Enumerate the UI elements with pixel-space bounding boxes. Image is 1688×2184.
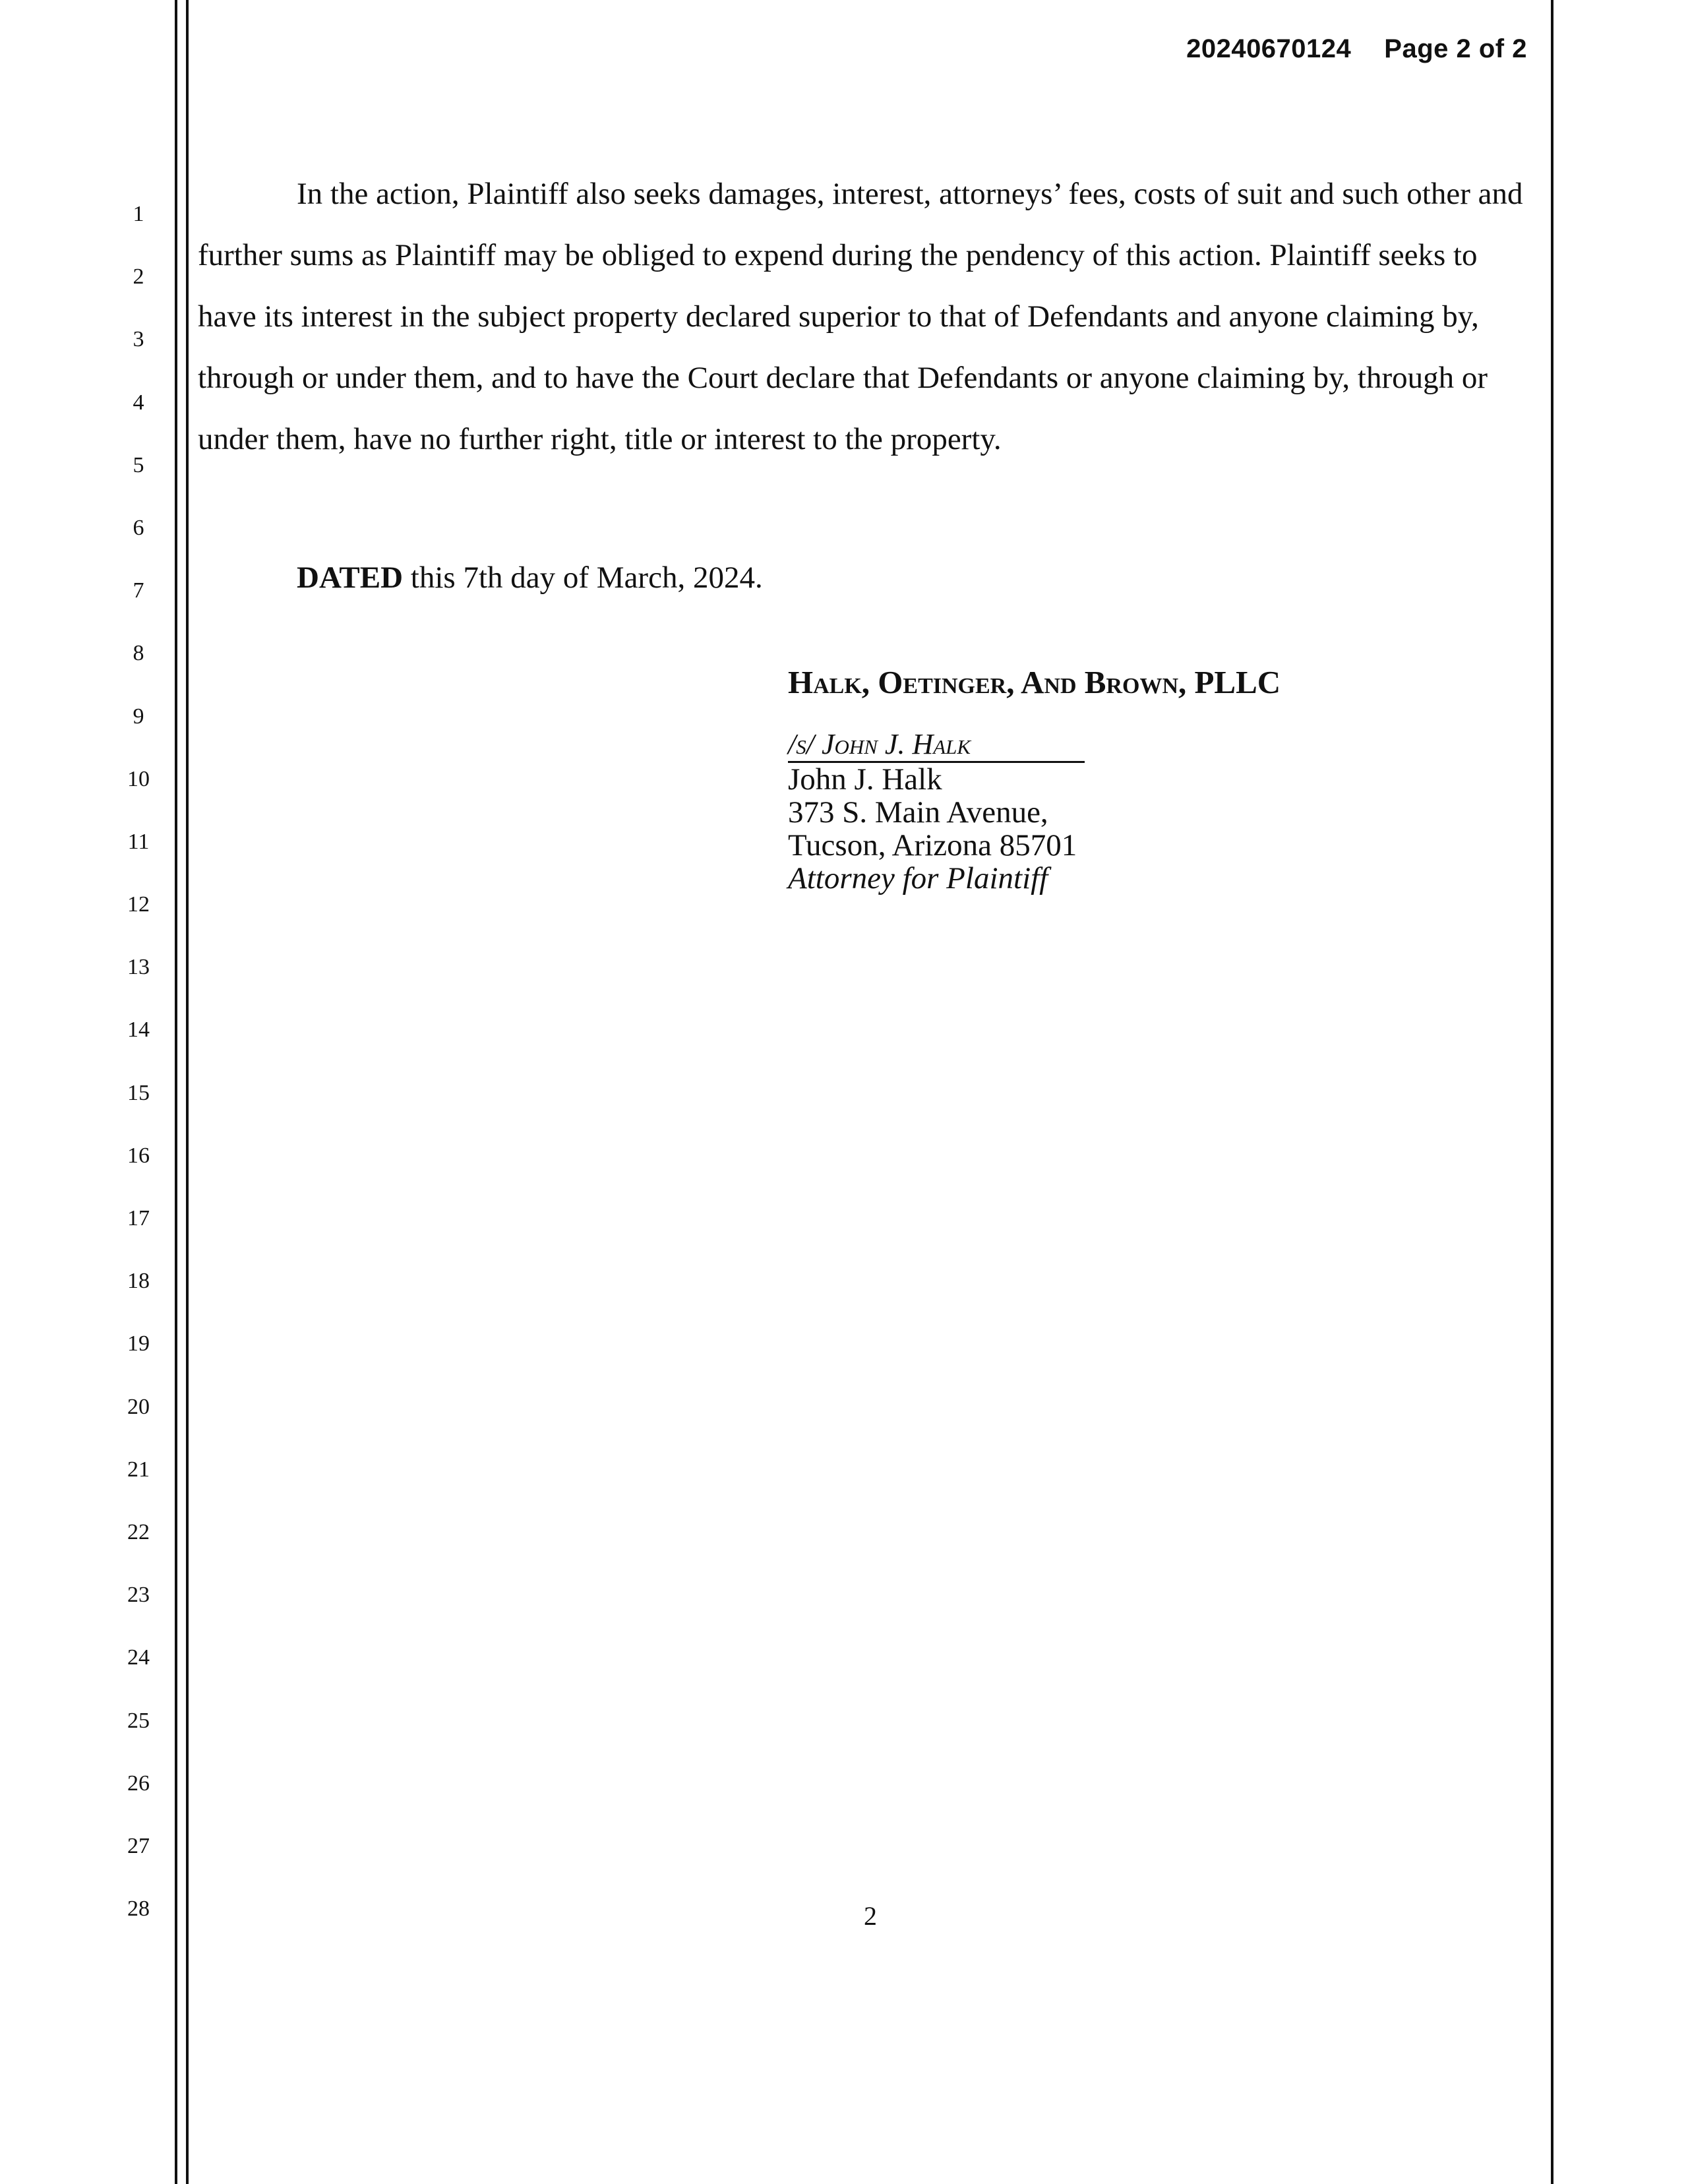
- line-number: 22: [127, 1519, 150, 1544]
- signature-block: [788, 727, 1085, 895]
- line-number: 24: [127, 1645, 150, 1670]
- body-text: [198, 164, 1536, 470]
- line-number: 9: [133, 704, 144, 729]
- line-number: 8: [133, 641, 144, 666]
- line-number: 16: [127, 1143, 150, 1168]
- page-header: [1186, 34, 1527, 64]
- line-number: 1: [133, 202, 144, 226]
- attorney-role: Attorney for Plaintiff: [788, 861, 1048, 895]
- left-margin-rule-outer: [175, 0, 177, 2184]
- address-line-2: Tucson, Arizona 85701: [788, 828, 1077, 863]
- signature-line: /s/ John J. Halk: [788, 728, 1085, 763]
- line-number: 13: [127, 955, 150, 980]
- line-number: 18: [127, 1269, 150, 1294]
- line-number: 3: [133, 327, 144, 352]
- line-number: 14: [127, 1017, 150, 1043]
- dated-label: DATED: [297, 561, 404, 595]
- line-number: 11: [127, 829, 150, 854]
- right-margin-rule: [1551, 0, 1553, 2184]
- line-number: 28: [127, 1896, 150, 1922]
- firm-name: Halk, Oetinger, And Brown, PLLC: [788, 664, 1281, 700]
- line-number: 19: [127, 1331, 150, 1356]
- page-number: 2: [864, 1901, 877, 1931]
- line-number: 2: [133, 264, 144, 289]
- address-line-1: 373 S. Main Avenue,: [788, 795, 1048, 830]
- line-number: 21: [127, 1457, 150, 1482]
- line-number: 23: [127, 1583, 150, 1608]
- line-number: 17: [127, 1206, 150, 1230]
- line-number: 15: [127, 1080, 150, 1105]
- line-number: 5: [133, 452, 144, 477]
- dated-text: this 7th day of March, 2024.: [410, 561, 763, 595]
- line-number: 12: [127, 892, 150, 917]
- dated-line: [297, 558, 763, 597]
- line-number: 26: [127, 1771, 150, 1796]
- document-number: 20240670124: [1186, 34, 1352, 63]
- pleading-line-numbers: [119, 195, 158, 1952]
- left-margin-rule-inner: [186, 0, 189, 2184]
- line-number: 4: [133, 390, 144, 415]
- line-number: 10: [127, 766, 150, 791]
- line-number: 7: [133, 578, 144, 603]
- page-label: Page 2 of 2: [1384, 34, 1527, 63]
- body-paragraph: In the action, Plaintiff also seeks damages, interest, attorneys’ fees, costs of suit and such other and further sums as Plaintiff may be obliged to expend during the pendency of this action. Plaintiff seeks to have its interest in the subject property declared superior to that of Defendants and anyone claiming by, through or under them, and to have the Court declare that Defendants or anyone claiming by, through or under them, have no further right, title or interest to the property.: [198, 177, 1523, 456]
- line-number: 20: [127, 1394, 150, 1419]
- attorney-name: John J. Halk: [788, 762, 942, 797]
- line-number: 25: [127, 1708, 150, 1733]
- line-number: 27: [127, 1833, 150, 1858]
- line-number: 6: [133, 515, 144, 540]
